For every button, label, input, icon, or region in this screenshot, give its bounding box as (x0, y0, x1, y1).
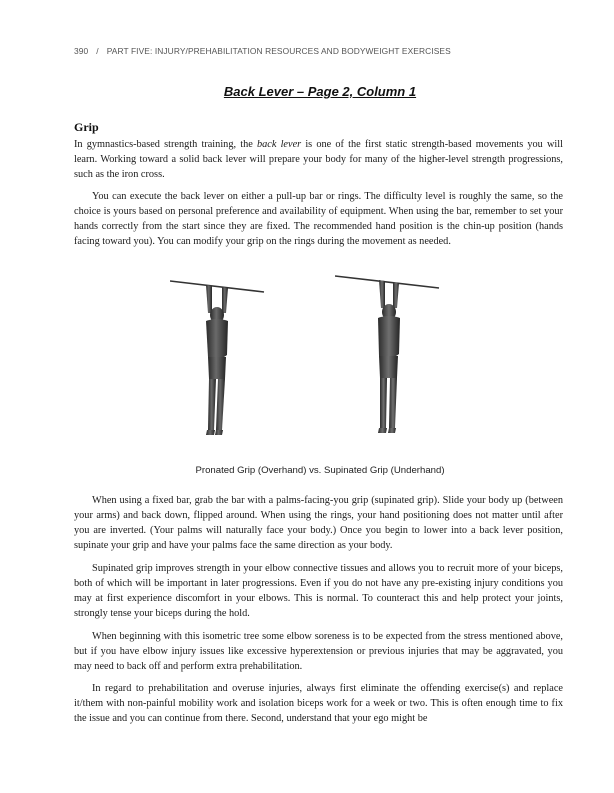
paragraph-fixed-bar: When using a fixed bar, grab the bar with a palms-facing-you grip (supinated grip). Slide your body up (between your arms) and back down, flipped around. When using the rings, your hand positioning does not matter until after you are inverted. (Your palms will naturally face your body.) Once you begin to lower into a back lever position, supinate your grip and have your palms face the same direction as your body. (74, 495, 563, 551)
pull-up-bar-icon (170, 281, 264, 292)
header-separator: / (96, 46, 99, 56)
intro-text-start: In gymnastics-based strength training, the (74, 139, 257, 150)
section-heading: Grip (74, 120, 99, 134)
pronated-grip-figure (170, 275, 270, 445)
section-title: Back Lever – Page 2, Column 1 (223, 84, 417, 99)
paragraph-elbow-soreness: When beginning with this isometric tree some elbow soreness is to be expected from the stress mentioned above, but if you have elbow injury issues like excessive hyperextension or previous injuries that may be aggravated, you may need to back off and perform extra prehabilitation. (74, 631, 563, 672)
hanging-person-icon (206, 285, 228, 435)
page-number: 390 (74, 46, 89, 56)
figure-caption: Pronated Grip (Overhand) vs. Supinated Grip (Underhand) (195, 465, 445, 476)
intro-text-end: is one of the first static strength-based movements you will learn. Working toward a solid back lever will prepare your body for many of the higher-level strength progressions, such as the iron cross. (74, 139, 563, 180)
hanging-person-icon (378, 280, 400, 433)
paragraph-prehabilitation: In regard to prehabilitation and overuse injuries, always first eliminate the offending exercise(s) and replace it/them with non-painful mobility work and isolation biceps work for a week or two. This is often enough time to fix the issue and you can continue from there. Second, understand that your ego might be (74, 683, 563, 724)
paragraph-equipment: You can execute the back lever on either a pull-up bar or rings. The difficulty level is roughly the same, so the choice is yours based on personal preference and availability of equipment. When using the bar, remember to set your hands correctly from the start since they are fixed. The recommended hand position is the chin-up position (hands facing toward you). You can modify your grip on the rings during the movement as needed. (74, 191, 563, 247)
supinated-grip-figure (335, 270, 445, 445)
intro-term: back lever (256, 139, 302, 150)
running-title: PART FIVE: INJURY/PREHABILITATION RESOURCES AND BODYWEIGHT EXERCISES (106, 46, 451, 56)
paragraph-supinated-grip: Supinated grip improves strength in your elbow connective tissues and allows you to recruit more of your biceps, both of which will be important in later progressions. Even if you do not have any pre-existing injury conditions you may at first experience discomfort in your elbows. This is normal. To counteract this and help protect your joints, strongly tense your biceps during the hold. (74, 563, 563, 619)
running-header (74, 46, 451, 56)
pull-up-bar-icon (335, 276, 439, 288)
intro-paragraph (74, 137, 563, 182)
